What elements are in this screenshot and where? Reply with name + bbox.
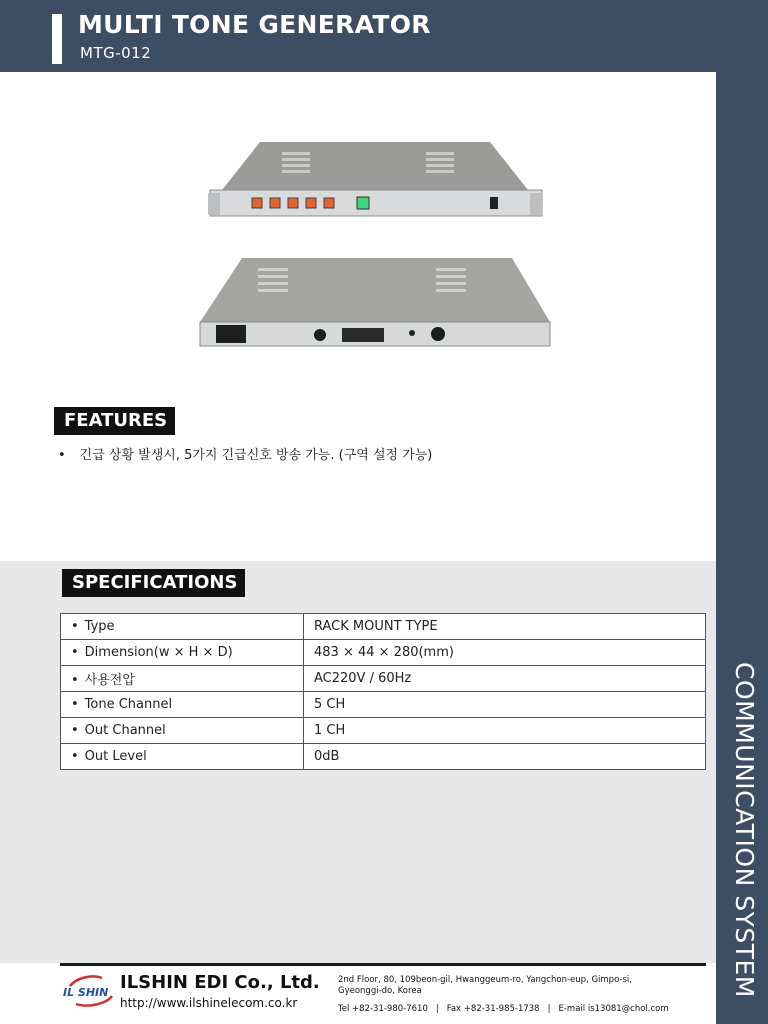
table-row: [61, 614, 706, 640]
contact-fax: Fax +82-31-985-1738: [446, 1004, 540, 1014]
rear-view-unit: [200, 258, 550, 346]
features-heading: FEATURES: [54, 407, 175, 435]
page-header: [0, 0, 768, 72]
footer-divider: [60, 963, 706, 966]
spec-label: • Out Level: [61, 744, 304, 770]
spec-value: 5 CH: [304, 692, 706, 718]
specifications-heading: SPECIFICATIONS: [62, 569, 245, 597]
spec-value: 483 × 44 × 280(mm): [304, 640, 706, 666]
feature-item: • 긴급 상황 발생시, 5가지 긴급신호 방송 가능. (구역 설정 가능): [58, 444, 432, 463]
spec-label: • Dimension(w × H × D): [61, 640, 304, 666]
features-list: [58, 444, 432, 463]
model-number: MTG-012: [80, 44, 152, 62]
contact-tel: Tel +82-31-980-7610: [338, 1004, 428, 1014]
side-category-label: COMMUNICATION SYSTEM: [730, 662, 759, 998]
table-row: [61, 640, 706, 666]
company-url[interactable]: http://www.ilshinelecom.co.kr: [120, 996, 298, 1010]
table-row: [61, 718, 706, 744]
company-name: ILSHIN EDI Co., Ltd.: [120, 972, 320, 993]
table-row: [61, 744, 706, 770]
contact-email[interactable]: E-mail is13081@chol.com: [558, 1004, 669, 1014]
svg-text:IL SHIN: IL SHIN: [63, 986, 109, 999]
header-accent-bar: [52, 14, 62, 64]
company-logo: [62, 972, 118, 1010]
company-address: 2nd Floor, 80, 109beon-gil, Hwanggeum-ro, Yangchon-eup, Gimpo-si, Gyeonggi-do, Korea: [338, 975, 632, 996]
company-contact: Tel +82-31-980-7610 | Fax +82-31-985-1738 | E-mail is13081@chol.com: [338, 1004, 669, 1014]
spec-label: • 사용전압: [61, 666, 304, 692]
spec-value: 1 CH: [304, 718, 706, 744]
spec-value: 0dB: [304, 744, 706, 770]
table-row: [61, 692, 706, 718]
terminal-block: [342, 328, 384, 342]
specifications-table: [60, 613, 706, 770]
power-switch: [490, 197, 498, 209]
spec-label: • Type: [61, 614, 304, 640]
product-photo: [190, 130, 560, 360]
side-band: [716, 72, 768, 1024]
product-title: MULTI TONE GENERATOR: [78, 10, 431, 39]
table-row: [61, 666, 706, 692]
spec-label: • Out Channel: [61, 718, 304, 744]
spec-label: • Tone Channel: [61, 692, 304, 718]
front-view-unit: [208, 142, 542, 216]
power-led: [357, 197, 369, 209]
power-inlet: [216, 325, 246, 343]
spec-value: RACK MOUNT TYPE: [304, 614, 706, 640]
spec-value: AC220V / 60Hz: [304, 666, 706, 692]
